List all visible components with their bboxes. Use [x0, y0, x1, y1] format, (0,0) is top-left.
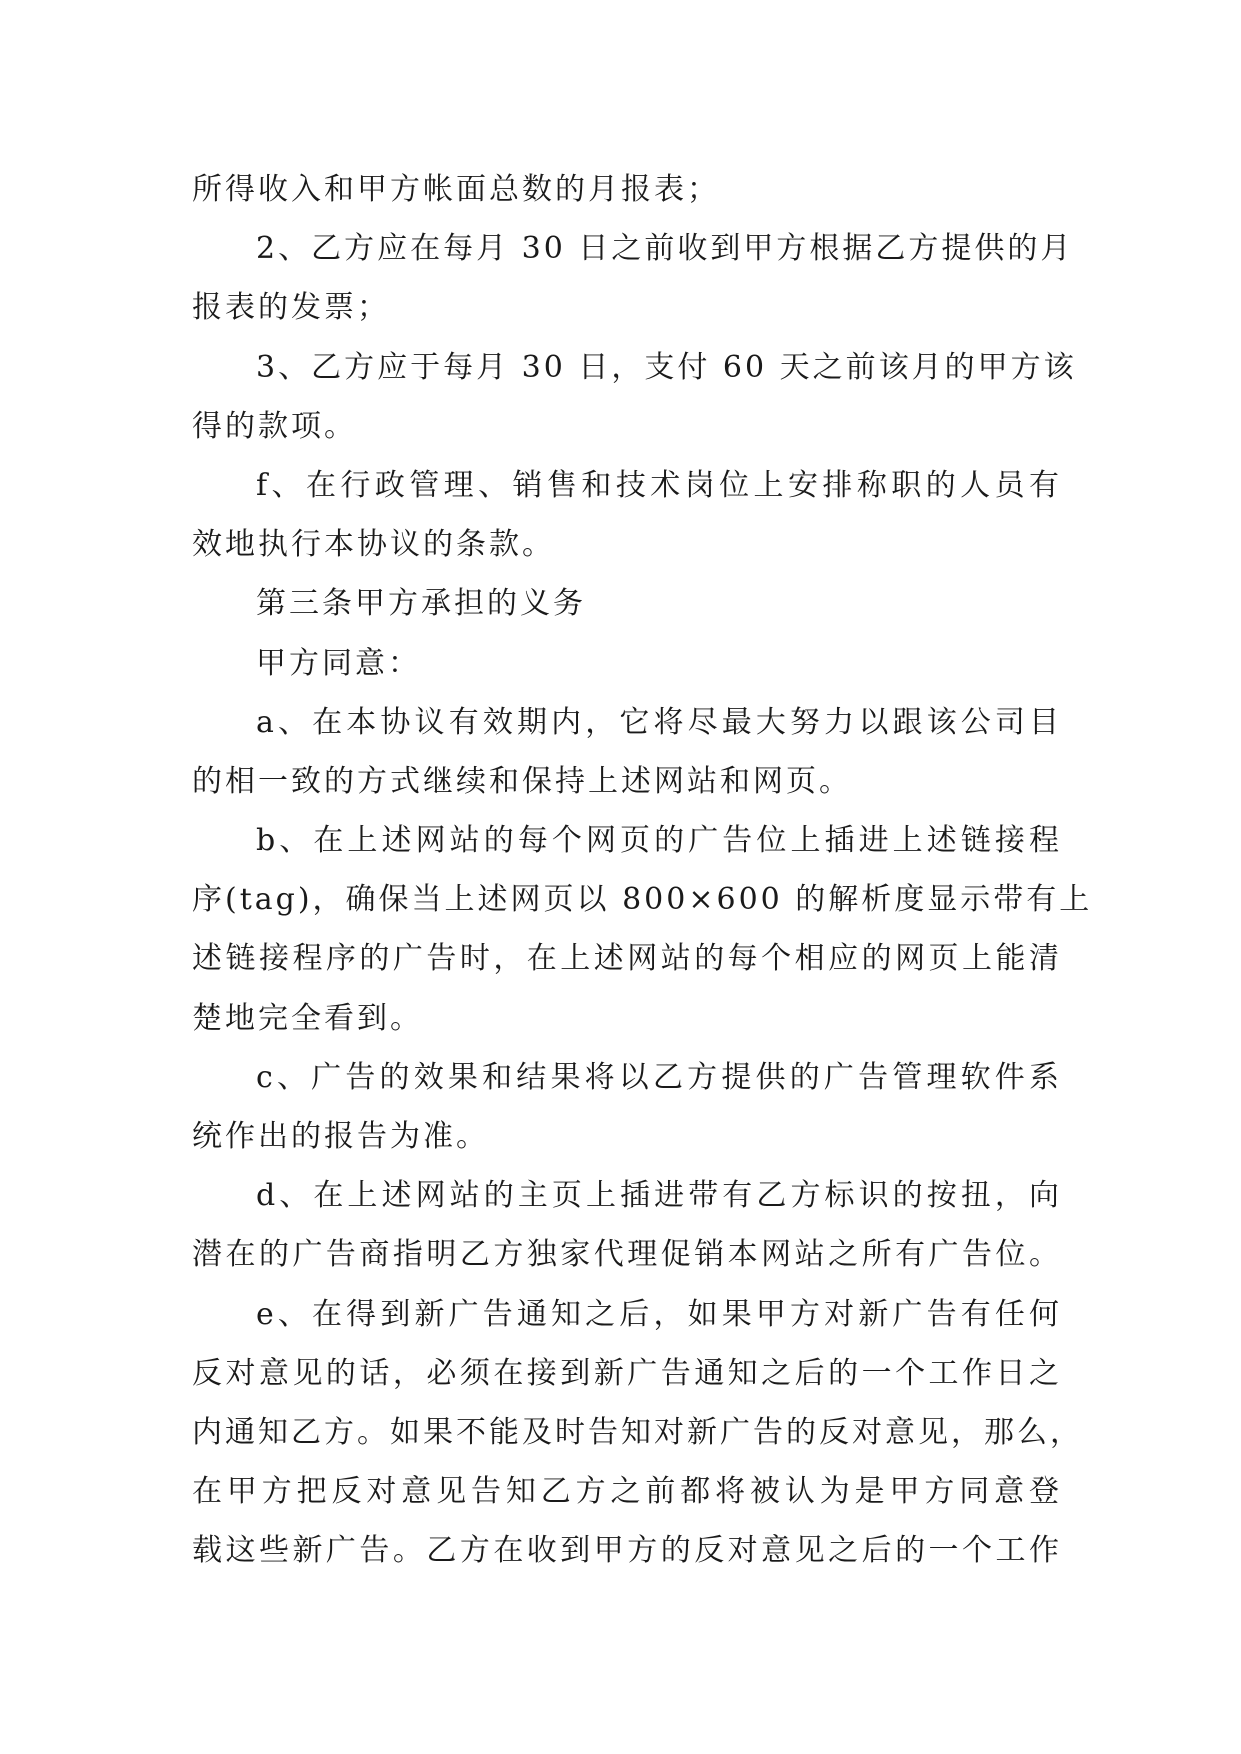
text-line: 第三条甲方承担的义务 — [256, 586, 586, 622]
text-line: 报表的发票； — [192, 290, 390, 326]
text-line: 内通知乙方。如果不能及时告知对新广告的反对意见，那么， — [192, 1414, 1083, 1450]
text-line: a、在本协议有效期内，它将尽最大努力以跟该公司目 — [256, 704, 1062, 740]
text-line: 得的款项。 — [192, 408, 357, 444]
text-line: 统作出的报告为准。 — [192, 1119, 489, 1154]
text-line: d、在上述网站的主页上插进带有乙方标识的按扭，向 — [256, 1178, 1062, 1214]
text-line: 载这些新广告。乙方在收到甲方的反对意见之后的一个工作 — [192, 1533, 1062, 1569]
text-line: 序(tag)，确保当上述网页以 800×600 的解析度显示带有上 — [192, 882, 1093, 918]
text-line: 在甲方把反对意见告知乙方之前都将被认为是甲方同意登 — [192, 1474, 1062, 1510]
text-line: b、在上述网站的每个网页的广告位上插进上述链接程 — [256, 823, 1062, 859]
text-line: 的相一致的方式继续和保持上述网站和网页。 — [192, 763, 852, 799]
text-line: 反对意见的话，必须在接到新广告通知之后的一个工作日之 — [192, 1355, 1062, 1391]
document-body — [192, 160, 1093, 1581]
text-line: c、广告的效果和结果将以乙方提供的广告管理软件系 — [256, 1059, 1062, 1095]
text-line: 效地执行本协议的条款。 — [192, 527, 555, 563]
text-line: 所得收入和甲方帐面总数的月报表； — [192, 172, 720, 207]
text-line: 楚地完全看到。 — [192, 1000, 423, 1036]
text-line: 甲方同意： — [256, 645, 421, 681]
text-line: 2、乙方应在每月 30 日之前收到甲方根据乙方提供的月 — [256, 231, 1074, 267]
text-line: 潜在的广告商指明乙方独家代理促销本网站之所有广告位。 — [192, 1237, 1062, 1273]
text-line: 3、乙方应于每月 30 日，支付 60 天之前该月的甲方该 — [256, 349, 1077, 385]
text-line: f、在行政管理、销售和技术岗位上安排称职的人员有 — [256, 467, 1062, 503]
text-line: 述链接程序的广告时，在上述网站的每个相应的网页上能清 — [192, 941, 1062, 977]
text-line: e、在得到新广告通知之后，如果甲方对新广告有任何 — [256, 1296, 1062, 1332]
